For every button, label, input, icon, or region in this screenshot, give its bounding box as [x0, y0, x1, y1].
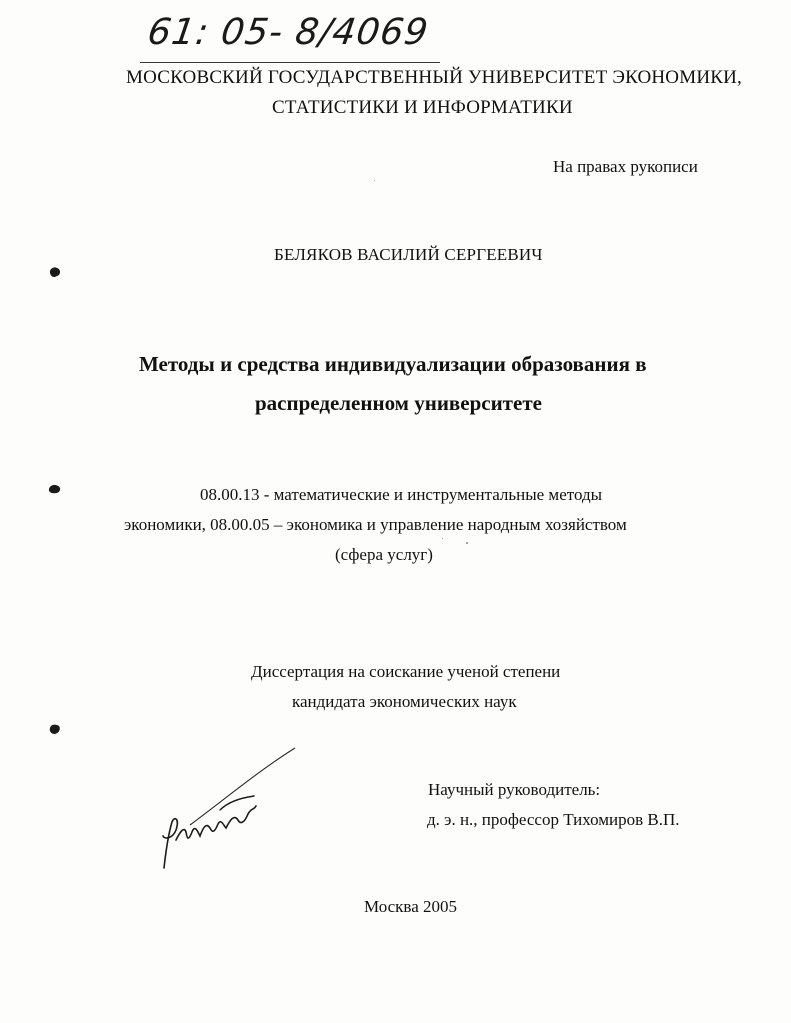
- scan-speck: [374, 180, 375, 181]
- author-name: БЕЛЯКОВ ВАСИЛИЙ СЕРГЕЕВИЧ: [274, 245, 543, 264]
- dissertation-line-2: кандидата экономических наук: [292, 692, 517, 711]
- signature: [150, 740, 310, 875]
- specialty-line-3: (сфера услуг): [335, 545, 433, 564]
- university-line-2: СТАТИСТИКИ И ИНФОРМАТИКИ: [272, 97, 573, 118]
- rights-note: На правах рукописи: [553, 157, 698, 176]
- scan-speck: [442, 538, 443, 539]
- punch-hole-mark-middle: [48, 483, 62, 495]
- archive-code: 61: 05- 8/4069: [145, 12, 432, 53]
- supervisor-name: д. э. н., профессор Тихомиров В.П.: [427, 810, 680, 829]
- scan-speck: [466, 542, 468, 544]
- archive-code-underline: [140, 62, 440, 63]
- supervisor-label: Научный руководитель:: [428, 780, 601, 799]
- specialty-line-2: экономики, 08.00.05 – экономика и управление народным хозяйством: [124, 515, 627, 534]
- dissertation-line-1: Диссертация на соискание ученой степени: [251, 662, 561, 681]
- thesis-title-line-1: Методы и средства индивидуализации образования в: [139, 352, 647, 376]
- punch-hole-mark-top: [48, 266, 62, 278]
- university-line-1: МОСКОВСКИЙ ГОСУДАРСТВЕННЫЙ УНИВЕРСИТЕТ ЭКОНОМИКИ,: [126, 67, 742, 88]
- thesis-title-line-2: распределенном университете: [255, 391, 542, 415]
- city-year: Москва 2005: [364, 897, 458, 916]
- punch-hole-mark-bottom: [48, 723, 62, 735]
- specialty-line-1: 08.00.13 - математические и инструментальные методы: [200, 485, 603, 504]
